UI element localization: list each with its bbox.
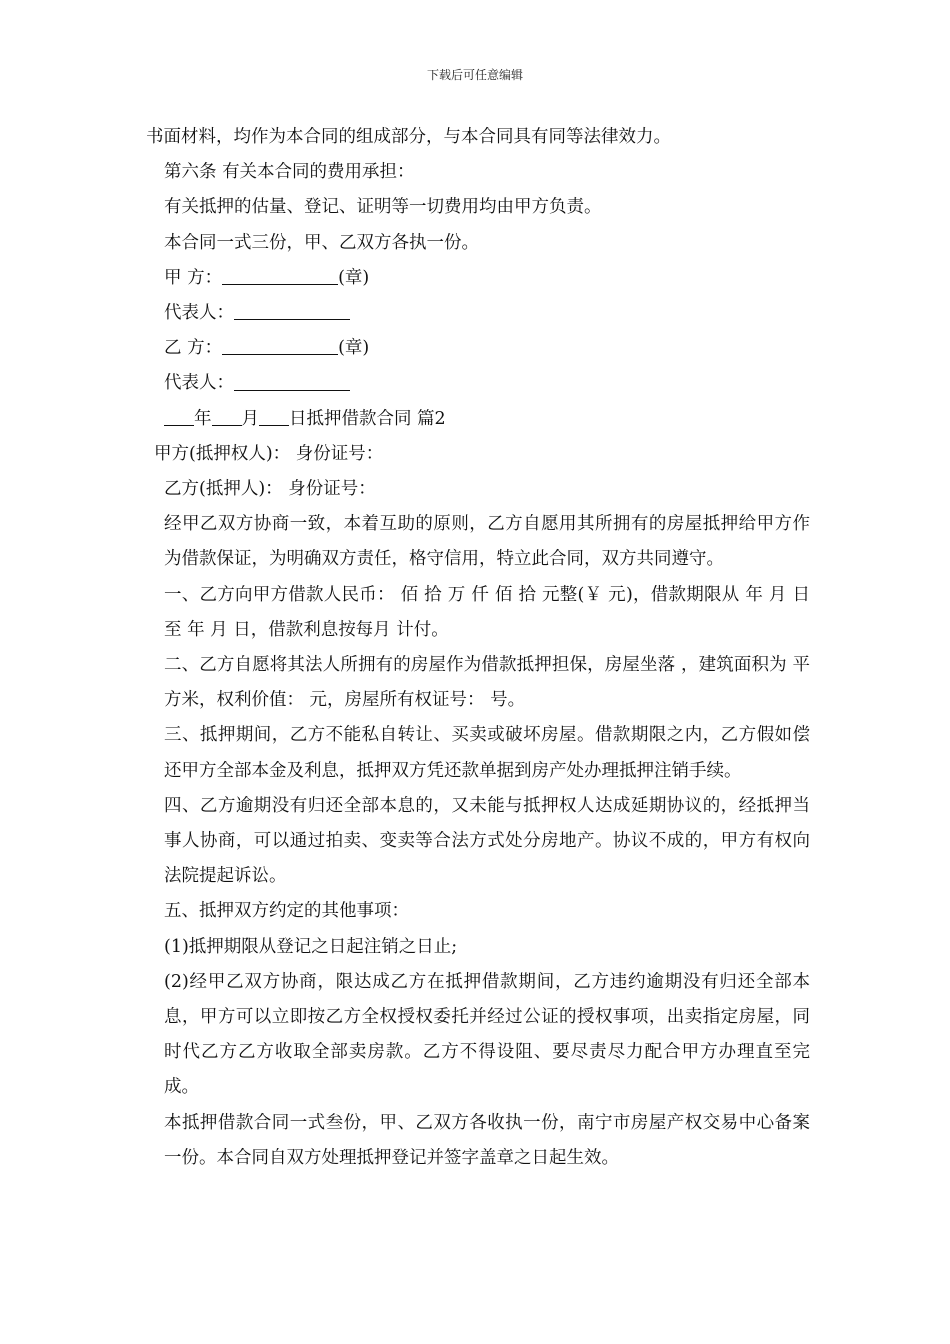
signature-rep-b (146, 366, 810, 401)
signature-rep-a (146, 296, 810, 331)
rep-a-label: 代表人： (164, 303, 234, 324)
clause-five-item-1: (1)抵押期限从登记之日起注销之日止; (164, 936, 458, 957)
party-b-blank (222, 336, 338, 355)
document-body (146, 120, 810, 1176)
paragraph-copies: 本合同一式三份，甲、乙双方各执一份。 (164, 232, 479, 253)
paragraph-closing: 本抵押借款合同一式叁份，甲、乙双方各收执一份，南宁市房屋产权交易中心备案一份。本合同自双方处理抵押登记并签字盖章之日起生效。 (164, 1112, 810, 1168)
paragraph-continuation: 书面材料，均作为本合同的组成部分，与本合同具有同等法律效力。 (146, 127, 671, 147)
rep-a-blank (234, 301, 350, 320)
clause-three: 三、抵押期间，乙方不能私自转让、买卖或破坏房屋。借款期限之内，乙方假如偿还甲方全部本金及利息，抵押双方凭还款单据到房产处办理抵押注销手续。 (164, 725, 810, 781)
month-blank (212, 406, 242, 425)
clause-four: 四、乙方逾期没有归还全部本息的，又未能与抵押权人达成延期协议的，经抵押当事人协商，可以通过拍卖、变卖等合法方式处分房地产。协议不成的，甲方有权向法院提起诉讼。 (164, 795, 810, 887)
date-title-line (146, 402, 810, 437)
clause-five: 五、抵押双方约定的其他事项： (164, 901, 409, 922)
party-b-label: 乙 方： (164, 338, 223, 359)
year-label: 年 (194, 408, 212, 429)
month-label: 月 (241, 408, 259, 429)
year-blank (164, 406, 194, 425)
contract-title: 日抵押借款合同 篇2 (289, 408, 446, 429)
clause-two: 二、乙方自愿将其法人所拥有的房屋作为借款抵押担保，房屋坐落 ，建筑面积为 平方米，权利价值： 元，房屋所有权证号： 号。 (164, 655, 810, 711)
clause-one: 一、乙方向甲方借款人民币： 佰 拾 万 仟 佰 拾 元整(￥ 元)，借款期限从 年 月 日至 年 月 日，借款利息按每月 计付。 (164, 584, 810, 640)
pledgor-line: 乙方(抵押人)： 身份证号： (164, 479, 376, 500)
article-six-heading: 第六条 有关本合同的费用承担： (164, 162, 415, 183)
party-b-seal: (章) (338, 338, 370, 359)
paragraph-preamble: 经甲乙双方协商一致，本着互助的原则，乙方自愿用其所拥有的房屋抵押给甲方作为借款保证，为明确双方责任，格守信用，特立此合同，双方共同遵守。 (164, 514, 810, 570)
party-a-label: 甲 方： (164, 267, 223, 288)
pledgee-line: 甲方(抵押权人)： 身份证号： (154, 443, 384, 464)
page-header: 下载后可任意编辑 (426, 68, 523, 82)
signature-party-b (146, 331, 810, 366)
signature-party-a (146, 261, 810, 296)
day-blank (259, 406, 289, 425)
party-a-blank (222, 266, 338, 285)
rep-b-label: 代表人： (164, 373, 234, 394)
party-a-seal: (章) (338, 267, 370, 288)
paragraph-fees: 有关抵押的估量、登记、证明等一切费用均由甲方负责。 (164, 197, 602, 218)
clause-five-item-2: (2)经甲乙双方协商，限达成乙方在抵押借款期间，乙方违约逾期没有归还全部本息，甲方可以立即按乙方全权授权委托并经过公证的授权事项，出卖指定房屋，同时代乙方乙方收取全部卖房款。乙方不得设阻、要尽责尽力配合甲方办理直至完成。 (164, 971, 810, 1098)
rep-b-blank (234, 371, 350, 390)
